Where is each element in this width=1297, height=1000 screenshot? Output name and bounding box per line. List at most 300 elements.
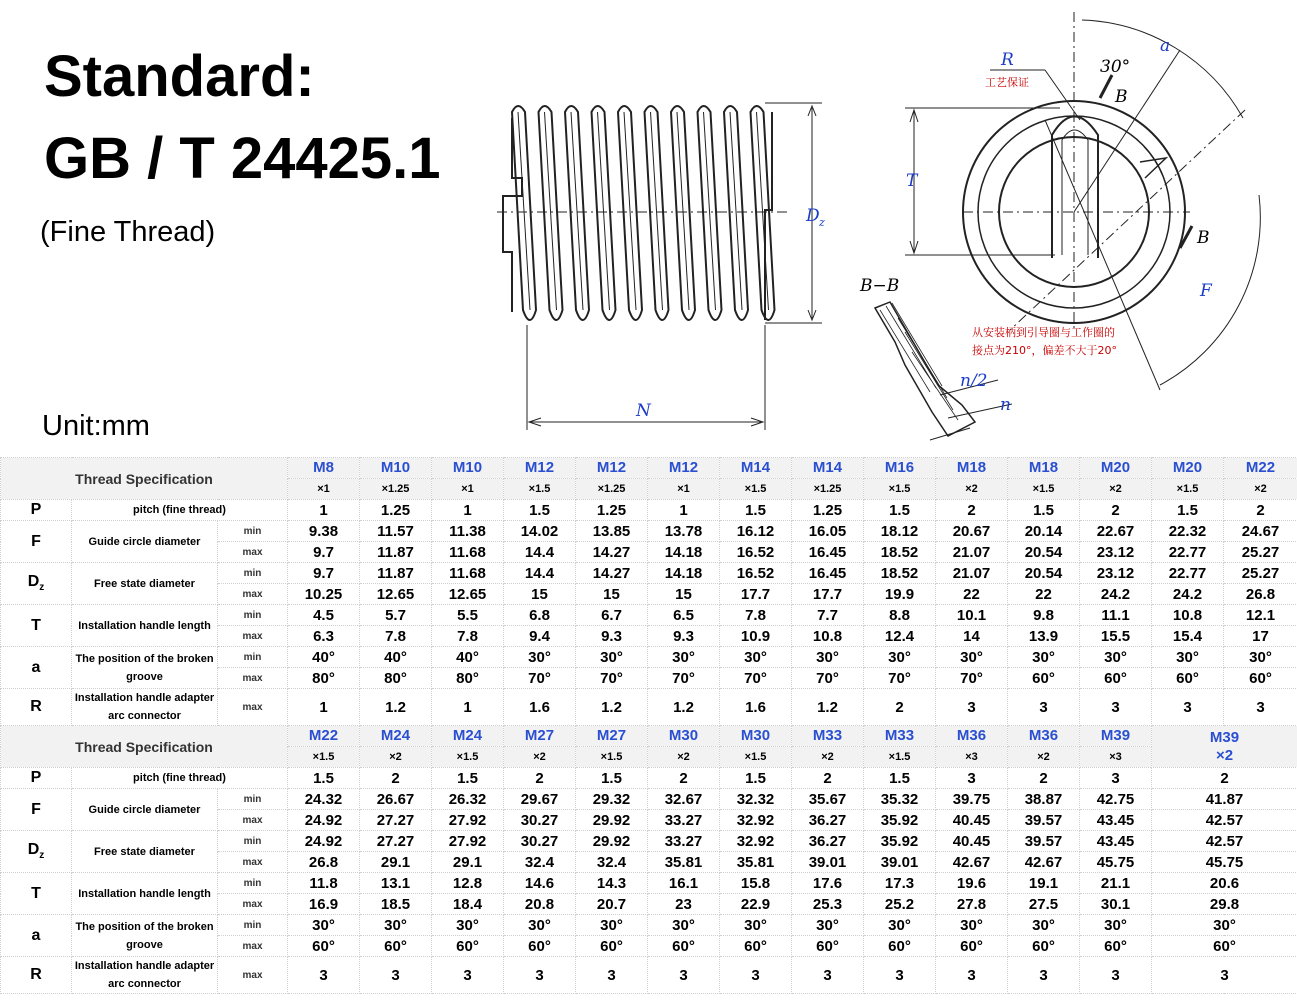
value-cell: 20.54 [1008, 542, 1080, 563]
r-process-note: 工艺保证 [985, 76, 1029, 89]
page-title-code: GB / T 24425.1 [44, 126, 441, 191]
value-cell: 42.75 [1080, 789, 1152, 810]
value-cell: 1.2 [792, 689, 864, 726]
value-cell: 30° [1080, 915, 1152, 936]
value-cell: 21.1 [1080, 873, 1152, 894]
thread-coil-line [624, 112, 636, 310]
value-cell: 15 [576, 584, 648, 605]
value-cell: 18.4 [432, 894, 504, 915]
value-cell: 3 [648, 957, 720, 994]
value-cell: 2 [360, 768, 432, 789]
value-cell: 35.92 [864, 831, 936, 852]
pitch-header: ×1.5 [288, 747, 360, 768]
value-cell: 26.8 [288, 852, 360, 873]
value-cell: 30° [1152, 647, 1224, 668]
value-cell: 39.57 [1008, 831, 1080, 852]
value-cell: 32.4 [576, 852, 648, 873]
value-cell: 35.92 [864, 810, 936, 831]
size-header: M30 [720, 726, 792, 747]
value-cell: 6.3 [288, 626, 360, 647]
value-cell: 70° [504, 668, 576, 689]
value-cell: 20.8 [504, 894, 576, 915]
value-cell: 16.12 [720, 521, 792, 542]
n-half-label: n/2 [960, 371, 988, 391]
max-label: max [218, 668, 288, 689]
value-cell: 1.25 [360, 500, 432, 521]
pitch-header: ×1.25 [360, 479, 432, 500]
value-cell: 3 [1008, 689, 1080, 726]
value-cell: 60° [936, 936, 1008, 957]
value-cell: 3 [1080, 768, 1152, 789]
t-label: T [906, 171, 918, 191]
value-cell: 60° [1224, 668, 1297, 689]
value-cell: 22 [1008, 584, 1080, 605]
row-symbol-a: a [1, 915, 72, 957]
thread-coil-line [704, 112, 716, 310]
value-cell: 16.52 [720, 542, 792, 563]
value-cell: 30° [576, 647, 648, 668]
value-cell: 23.12 [1080, 542, 1152, 563]
value-cell: 29.92 [576, 831, 648, 852]
value-cell: 20.67 [936, 521, 1008, 542]
value-cell: 70° [936, 668, 1008, 689]
value-cell: 11.57 [360, 521, 432, 542]
unit-label: Unit:mm [42, 410, 150, 442]
size-header: M30 [648, 726, 720, 747]
value-cell: 22.77 [1152, 542, 1224, 563]
row-symbol-t: T [1, 873, 72, 915]
value-cell: 9.3 [648, 626, 720, 647]
size-header: M16 [864, 458, 936, 479]
value-cell: 1 [288, 500, 360, 521]
pitch-header: ×1.5 [432, 747, 504, 768]
n-length-label: N [636, 401, 651, 421]
value-cell: 4.5 [288, 605, 360, 626]
value-cell: 25.2 [864, 894, 936, 915]
min-label: min [218, 647, 288, 668]
value-cell: 11.38 [432, 521, 504, 542]
pitch-header: ×2 [648, 747, 720, 768]
size-header: M33 [792, 726, 864, 747]
value-cell: 30° [1080, 647, 1152, 668]
min-label: min [218, 831, 288, 852]
technical-drawing [0, 0, 1297, 455]
value-cell: 80° [360, 668, 432, 689]
value-cell: 1.25 [576, 500, 648, 521]
value-cell: 60° [648, 936, 720, 957]
value-cell: 22 [936, 584, 1008, 605]
value-cell: 60° [288, 936, 360, 957]
size-header: M24 [360, 726, 432, 747]
pitch-header: ×2 [936, 479, 1008, 500]
connection-note-line2: 接点为210°，偏差不大于20° [972, 344, 1117, 357]
value-cell: 32.92 [720, 831, 792, 852]
value-cell: 5.5 [432, 605, 504, 626]
value-cell: 16.05 [792, 521, 864, 542]
value-cell: 1.5 [1152, 500, 1224, 521]
size-header: M36 [1008, 726, 1080, 747]
f-label: F [1200, 281, 1212, 301]
value-cell: 24.2 [1152, 584, 1224, 605]
value-cell: 1.6 [720, 689, 792, 726]
value-cell: 16.9 [288, 894, 360, 915]
thread-coil-line [571, 112, 583, 310]
thread-coil-line [598, 112, 610, 310]
value-cell: 70° [648, 668, 720, 689]
value-cell: 1.5 [288, 768, 360, 789]
value-cell: 3 [936, 689, 1008, 726]
value-cell: 6.5 [648, 605, 720, 626]
value-cell: 25.27 [1224, 563, 1297, 584]
value-cell: 60° [864, 936, 936, 957]
value-cell: 30° [648, 915, 720, 936]
value-cell: 10.9 [720, 626, 792, 647]
value-cell: 23.12 [1080, 563, 1152, 584]
value-cell: 10.25 [288, 584, 360, 605]
size-header: M12 [504, 458, 576, 479]
value-cell: 40.45 [936, 831, 1008, 852]
value-cell: 17.3 [864, 873, 936, 894]
value-cell: 43.45 [1080, 831, 1152, 852]
size-header: M10 [432, 458, 504, 479]
value-cell: 15.8 [720, 873, 792, 894]
value-cell: 39.01 [792, 852, 864, 873]
value-cell: 3 [1080, 957, 1152, 994]
value-cell: 36.27 [792, 810, 864, 831]
value-cell: 39.75 [936, 789, 1008, 810]
row-symbol-a: a [1, 647, 72, 689]
size-header: M39 [1080, 726, 1152, 747]
value-cell: 18.12 [864, 521, 936, 542]
value-cell: 60° [720, 936, 792, 957]
value-cell: 3 [1080, 689, 1152, 726]
value-cell: 3 [864, 957, 936, 994]
pitch-header: ×1.5 [576, 747, 648, 768]
value-cell: 2 [864, 689, 936, 726]
row-desc-a: The position of the broken groove [72, 647, 218, 689]
value-cell: 12.4 [864, 626, 936, 647]
value-cell: 1 [288, 689, 360, 726]
row-desc-dz: Free state diameter [72, 831, 218, 873]
value-cell: 22.9 [720, 894, 792, 915]
value-cell: 80° [432, 668, 504, 689]
value-cell: 1.5 [1008, 500, 1080, 521]
row-symbol-p: P [1, 500, 72, 521]
value-cell: 3 [504, 957, 576, 994]
pitch-header: ×3 [1080, 747, 1152, 768]
angle-30-label: 30° [1100, 57, 1131, 77]
row-symbol-dz: $D_z$ [1, 831, 72, 873]
value-cell: 29.1 [432, 852, 504, 873]
value-cell: 40° [432, 647, 504, 668]
thread-coil-line [651, 112, 663, 310]
size-header: M20 [1152, 458, 1224, 479]
value-cell: 60° [1080, 936, 1152, 957]
thread-coil-line [518, 112, 530, 310]
row-desc-t: Installation handle length [72, 605, 218, 647]
min-label: min [218, 605, 288, 626]
value-cell: 3 [1152, 957, 1297, 994]
value-cell: 20.54 [1008, 563, 1080, 584]
page-subtitle: (Fine Thread) [40, 216, 216, 248]
value-cell: 14.4 [504, 563, 576, 584]
value-cell: 29.1 [360, 852, 432, 873]
size-header: M8 [288, 458, 360, 479]
value-cell: 40.45 [936, 810, 1008, 831]
value-cell: 35.67 [792, 789, 864, 810]
value-cell: 8.8 [864, 605, 936, 626]
pitch-header: ×1.25 [792, 479, 864, 500]
pitch-header: ×1.5 [864, 747, 936, 768]
size-header: M22 [1224, 458, 1297, 479]
size-header: M22 [288, 726, 360, 747]
row-desc-p: pitch (fine thread) [72, 768, 288, 789]
value-cell: 70° [792, 668, 864, 689]
max-label: max [218, 852, 288, 873]
value-cell: 41.87 [1152, 789, 1297, 810]
value-cell: 11.1 [1080, 605, 1152, 626]
value-cell: 30° [360, 915, 432, 936]
size-header: M14 [720, 458, 792, 479]
value-cell: 27.92 [432, 831, 504, 852]
section-b-top-label: B [1115, 87, 1128, 107]
value-cell: 30° [864, 647, 936, 668]
pitch-header: ×1.25 [576, 479, 648, 500]
value-cell: 14.4 [504, 542, 576, 563]
value-cell: 18.52 [864, 542, 936, 563]
value-cell: 1.5 [504, 500, 576, 521]
min-label: min [218, 563, 288, 584]
value-cell: 27.8 [936, 894, 1008, 915]
value-cell: 30° [792, 915, 864, 936]
value-cell: 2 [792, 768, 864, 789]
value-cell: 60° [1008, 936, 1080, 957]
value-cell: 29.8 [1152, 894, 1297, 915]
value-cell: 3 [288, 957, 360, 994]
value-cell: 1.5 [864, 500, 936, 521]
value-cell: 13.1 [360, 873, 432, 894]
size-header: M20 [1080, 458, 1152, 479]
row-desc-dz: Free state diameter [72, 563, 218, 605]
value-cell: 30° [792, 647, 864, 668]
value-cell: 1.5 [864, 768, 936, 789]
value-cell: 30° [720, 647, 792, 668]
thread-spec-table-body [1, 458, 1297, 994]
row-symbol-dz: $D_z$ [1, 563, 72, 605]
value-cell: 30.27 [504, 810, 576, 831]
value-cell: 2 [1224, 500, 1297, 521]
value-cell: 32.4 [504, 852, 576, 873]
section-b-bottom-label: B [1197, 228, 1210, 248]
value-cell: 22.32 [1152, 521, 1224, 542]
value-cell: 17.6 [792, 873, 864, 894]
thread-spec-table [0, 457, 1297, 994]
dz-label: D [806, 206, 820, 226]
value-cell: 15.5 [1080, 626, 1152, 647]
value-cell: 26.67 [360, 789, 432, 810]
value-cell: 24.32 [288, 789, 360, 810]
size-header: M14 [792, 458, 864, 479]
row-symbol-f: F [1, 789, 72, 831]
value-cell: 27.27 [360, 810, 432, 831]
max-label: max [218, 936, 288, 957]
size-header: M18 [936, 458, 1008, 479]
value-cell: 9.7 [288, 563, 360, 584]
value-cell: 18.5 [360, 894, 432, 915]
value-cell: 7.7 [792, 605, 864, 626]
value-cell: 2 [936, 500, 1008, 521]
value-cell: 39.01 [864, 852, 936, 873]
row-desc-r: Installation handle adapter arc connector [72, 689, 218, 726]
value-cell: 60° [576, 936, 648, 957]
value-cell: 14.18 [648, 563, 720, 584]
value-cell: 22.77 [1152, 563, 1224, 584]
pitch-header: ×2 [504, 747, 576, 768]
pitch-header: ×1 [432, 479, 504, 500]
value-cell: 16.52 [720, 563, 792, 584]
value-cell: 30° [1008, 915, 1080, 936]
pitch-header: ×1.5 [1008, 479, 1080, 500]
value-cell: 23 [648, 894, 720, 915]
size-header: M12 [576, 458, 648, 479]
value-cell: 42.57 [1152, 810, 1297, 831]
value-cell: 6.8 [504, 605, 576, 626]
value-cell: 1.25 [792, 500, 864, 521]
value-cell: 60° [504, 936, 576, 957]
value-cell: 35.32 [864, 789, 936, 810]
value-cell: 1.5 [720, 500, 792, 521]
value-cell: 2 [1152, 768, 1297, 789]
value-cell: 20.14 [1008, 521, 1080, 542]
thread-spec-header: Thread Specification [1, 726, 288, 768]
size-header: M27 [504, 726, 576, 747]
value-cell: 1.2 [576, 689, 648, 726]
value-cell: 1 [648, 500, 720, 521]
value-cell: 9.4 [504, 626, 576, 647]
value-cell: 24.92 [288, 810, 360, 831]
value-cell: 60° [360, 936, 432, 957]
value-cell: 30° [576, 915, 648, 936]
value-cell: 26.8 [1224, 584, 1297, 605]
size-header: M27 [576, 726, 648, 747]
max-label: max [218, 957, 288, 994]
thread-coil-line [677, 112, 689, 310]
value-cell: 3 [1224, 689, 1297, 726]
value-cell: 17 [1224, 626, 1297, 647]
value-cell: 12.65 [360, 584, 432, 605]
value-cell: 30° [864, 915, 936, 936]
value-cell: 27.27 [360, 831, 432, 852]
value-cell: 30.1 [1080, 894, 1152, 915]
value-cell: 39.57 [1008, 810, 1080, 831]
row-desc-f: Guide circle diameter [72, 521, 218, 563]
pitch-header: ×2 [1224, 479, 1297, 500]
row-symbol-p: P [1, 768, 72, 789]
a-label: a [1160, 36, 1171, 56]
value-cell: 25.3 [792, 894, 864, 915]
value-cell: 30° [1224, 647, 1297, 668]
size-header: M39 ×2 [1152, 726, 1297, 768]
value-cell: 3 [792, 957, 864, 994]
size-header: M33 [864, 726, 936, 747]
value-cell: 13.9 [1008, 626, 1080, 647]
value-cell: 30° [648, 647, 720, 668]
value-cell: 15.4 [1152, 626, 1224, 647]
thread-coil-line [545, 112, 557, 310]
value-cell: 30° [504, 915, 576, 936]
value-cell: 26.32 [432, 789, 504, 810]
value-cell: 14.27 [576, 542, 648, 563]
value-cell: 25.27 [1224, 542, 1297, 563]
value-cell: 15 [504, 584, 576, 605]
value-cell: 32.92 [720, 810, 792, 831]
value-cell: 7.8 [360, 626, 432, 647]
value-cell: 11.87 [360, 542, 432, 563]
value-cell: 40° [360, 647, 432, 668]
pitch-header: ×1.5 [864, 479, 936, 500]
value-cell: 60° [1080, 668, 1152, 689]
value-cell: 3 [576, 957, 648, 994]
value-cell: 45.75 [1080, 852, 1152, 873]
value-cell: 60° [792, 936, 864, 957]
value-cell: 14 [936, 626, 1008, 647]
value-cell: 38.87 [1008, 789, 1080, 810]
value-cell: 5.7 [360, 605, 432, 626]
value-cell: 22.67 [1080, 521, 1152, 542]
value-cell: 24.67 [1224, 521, 1297, 542]
value-cell: 1 [432, 500, 504, 521]
value-cell: 2 [1008, 768, 1080, 789]
value-cell: 29.92 [576, 810, 648, 831]
value-cell: 33.27 [648, 810, 720, 831]
value-cell: 32.67 [648, 789, 720, 810]
value-cell: 9.7 [288, 542, 360, 563]
value-cell: 20.7 [576, 894, 648, 915]
value-cell: 9.3 [576, 626, 648, 647]
value-cell: 27.92 [432, 810, 504, 831]
value-cell: 24.2 [1080, 584, 1152, 605]
value-cell: 3 [432, 957, 504, 994]
row-desc-p: pitch (fine thread) [72, 500, 288, 521]
row-symbol-t: T [1, 605, 72, 647]
thread-insert-side-view [497, 103, 822, 430]
value-cell: 12.65 [432, 584, 504, 605]
value-cell: 10.8 [792, 626, 864, 647]
value-cell: 21.07 [936, 542, 1008, 563]
value-cell: 30° [936, 915, 1008, 936]
value-cell: 33.27 [648, 831, 720, 852]
value-cell: 60° [1152, 936, 1297, 957]
value-cell: 19.9 [864, 584, 936, 605]
max-label: max [218, 689, 288, 726]
pitch-header: ×1 [648, 479, 720, 500]
value-cell: 13.85 [576, 521, 648, 542]
value-cell: 11.8 [288, 873, 360, 894]
value-cell: 10.1 [936, 605, 1008, 626]
value-cell: 60° [432, 936, 504, 957]
min-label: min [218, 789, 288, 810]
value-cell: 1.5 [576, 768, 648, 789]
pitch-header: ×1.5 [1152, 479, 1224, 500]
value-cell: 12.1 [1224, 605, 1297, 626]
value-cell: 70° [576, 668, 648, 689]
max-label: max [218, 894, 288, 915]
min-label: min [218, 521, 288, 542]
value-cell: 2 [504, 768, 576, 789]
size-header: M10 [360, 458, 432, 479]
value-cell: 42.67 [1008, 852, 1080, 873]
value-cell: 1.5 [720, 768, 792, 789]
